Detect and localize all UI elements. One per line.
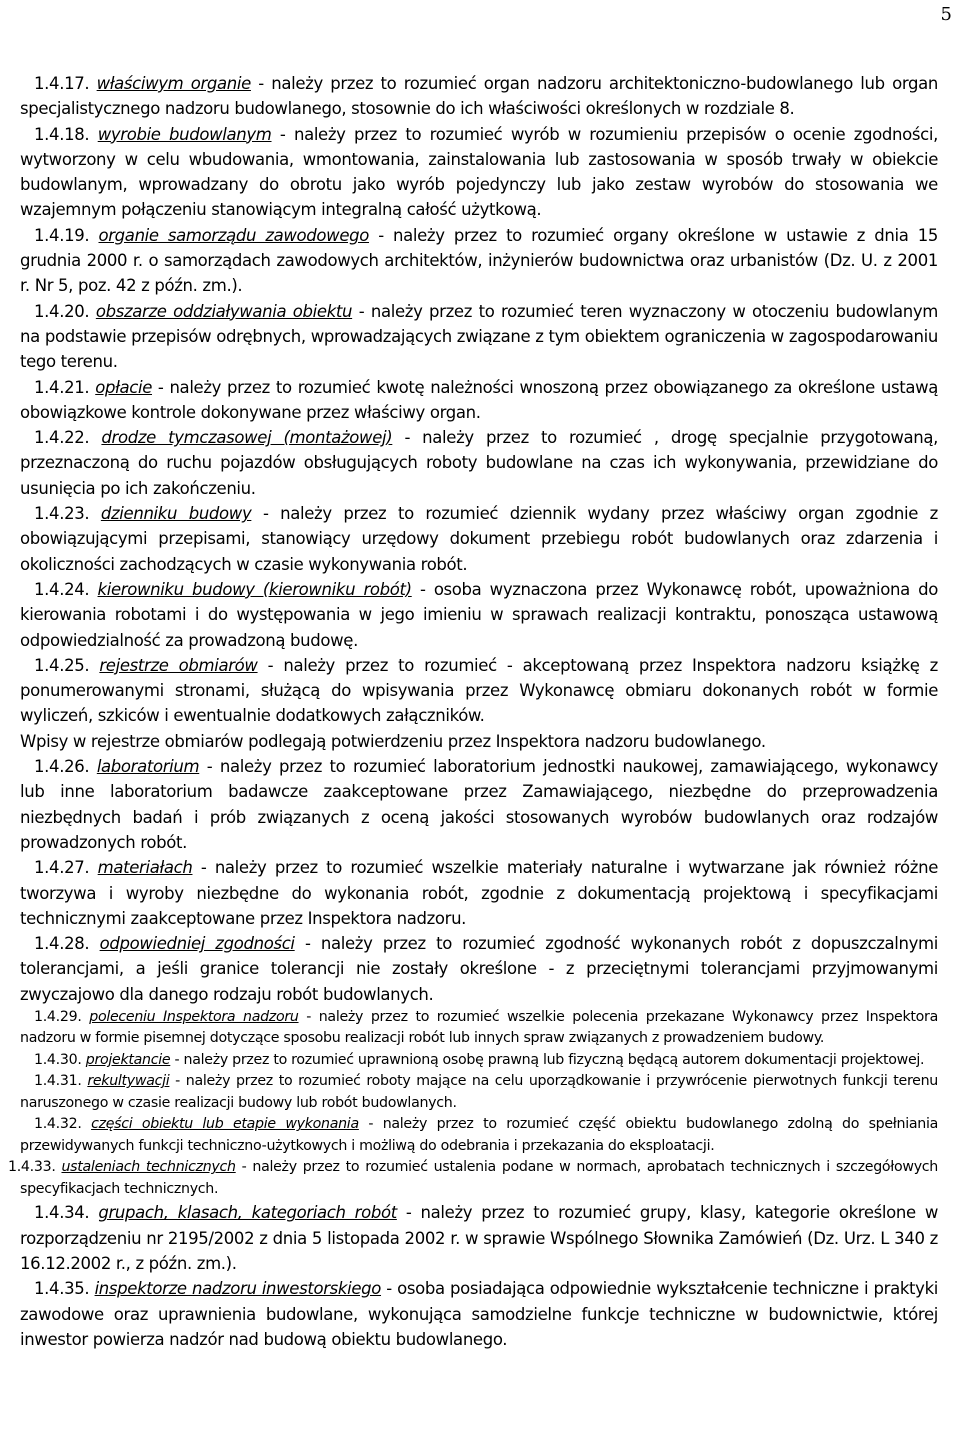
entry-number: 1.4.23. bbox=[34, 504, 90, 524]
definition-note bbox=[20, 729, 938, 754]
defined-term: inspektorze nadzoru inwestorskiego bbox=[94, 1279, 382, 1299]
defined-term: dzienniku budowy bbox=[100, 504, 252, 524]
entry-number: 1.4.25. bbox=[34, 655, 90, 675]
defined-term: kierowniku budowy (kierowniku robót) bbox=[97, 579, 412, 599]
defined-term: projektancie bbox=[85, 1051, 171, 1068]
definition-text: - należy przez to rozumieć wszelkie materiały naturalne i wytwarzane jak również różne tworzywa i wyroby niezbędne do wykonania robót, zgodnie z dokumentacją projektową i specyfikacjami technicznymi zaakceptowane przez Inspektora nadzoru. bbox=[20, 858, 938, 928]
definition-text: - należy przez to rozumieć zgodność wykonanych robót z dopuszczalnymi tolerancjami, a jeśli granice tolerancji nie zostały określone - z przeciętnymi tolerancjami przyjmowanymi zwyczajowo dla danego rodzaju robót budowlanych. bbox=[20, 934, 938, 1004]
definition-1-4-29 bbox=[20, 1007, 938, 1050]
definition-1-4-28 bbox=[20, 931, 938, 1007]
definition-1-4-26 bbox=[20, 754, 938, 855]
definition-text: - należy przez to rozumieć uprawnioną osobę prawną lub fizyczną będącą autorem dokumentacji projektowej. bbox=[170, 1051, 925, 1068]
definition-text: - należy przez to rozumieć kwotę należności wnoszoną przez obowiązanego za określone ustawą obowiązkowe kontrole dokonywane przez właściwy organ. bbox=[20, 377, 938, 422]
entry-number: 1.4.17. bbox=[34, 74, 90, 93]
definition-1-4-17 bbox=[20, 71, 938, 122]
definition-1-4-19 bbox=[20, 223, 938, 299]
entry-number: 1.4.18. bbox=[34, 124, 90, 144]
defined-term: poleceniu Inspektora nadzoru bbox=[89, 1008, 299, 1025]
defined-term: obszarze oddziaływania obiektu bbox=[95, 301, 353, 321]
defined-term: organie samorządu zawodowego bbox=[98, 225, 369, 245]
definition-1-4-22 bbox=[20, 425, 938, 501]
definition-1-4-35 bbox=[20, 1276, 938, 1352]
definition-text: - należy przez to rozumieć teren wyznaczony w otoczeniu budowlanym na podstawie przepisów odrębnych, wprowadzających związane z tym obiektem ograniczenia w zagospodarowaniu tego terenu. bbox=[20, 301, 938, 372]
definition-text: - osoba wyznaczona przez Wykonawcę robót, upoważniona do kierowania robotami i do występowania w jego imieniu w sprawach realizacji kontraktu, ponosząca ustawową odpowiedzialność za prowadzoną budowę. bbox=[20, 579, 938, 650]
definition-text: - należy przez to rozumieć wszelkie polecenia przekazane Wykonawcy przez Inspektora nadzoru w formie pisemnej dotyczące sposobu realizacji robót lub innych spraw związanych z prowadzeniem budowy. bbox=[20, 1008, 938, 1047]
entry-number: 1.4.34. bbox=[34, 1203, 90, 1223]
defined-term: części obiektu lub etapie wykonania bbox=[91, 1116, 359, 1133]
definition-text: - należy przez to rozumieć grupy, klasy, kategorie określone w rozporządzeniu nr 2195/2002 z dnia 5 listopada 2002 r. w sprawie Wspólnego Słownika Zamówień (Dz. Urz. L 340 z 16.12.2002 r., z późn. zm.). bbox=[20, 1203, 938, 1274]
definition-1-4-31 bbox=[20, 1071, 938, 1114]
entry-number: 1.4.30. bbox=[34, 1051, 82, 1068]
entry-number: 1.4.32. bbox=[34, 1116, 82, 1133]
entry-number: 1.4.28. bbox=[34, 934, 90, 954]
page-number: 5 bbox=[940, 4, 952, 25]
entry-number: 1.4.22. bbox=[34, 428, 90, 448]
defined-term: opłacie bbox=[95, 377, 152, 397]
defined-term: właściwym organie bbox=[96, 74, 251, 93]
defined-term: ustaleniach technicznych bbox=[61, 1159, 236, 1176]
definition-text: - należy przez to rozumieć ustalenia podane w normach, aprobatach technicznych i szczegółowych specyfikacjach technicznych. bbox=[20, 1159, 938, 1197]
entry-number: 1.4.21. bbox=[34, 377, 90, 397]
defined-term: drodze tymczasowej (montażowej) bbox=[101, 428, 393, 448]
definition-text: - należy przez to rozumieć część obiektu budowlanego zdolną do spełniania przewidywanych funkcji techniczno-użytkowych i możliwą do odebrania i przekazania do eksploatacji. bbox=[20, 1116, 938, 1154]
definition-1-4-27 bbox=[20, 855, 938, 931]
entry-number: 1.4.27. bbox=[34, 858, 90, 878]
definition-1-4-21 bbox=[20, 375, 938, 426]
defined-term: grupach, klasach, kategoriach robót bbox=[98, 1203, 397, 1223]
definition-1-4-32 bbox=[20, 1114, 938, 1157]
defined-term: materiałach bbox=[97, 858, 193, 878]
entry-number: 1.4.29. bbox=[34, 1008, 82, 1025]
defined-term: wyrobie budowlanym bbox=[97, 124, 272, 144]
entry-number: 1.4.35. bbox=[34, 1279, 90, 1299]
defined-term: rejestrze obmiarów bbox=[99, 655, 258, 675]
definition-1-4-23 bbox=[20, 501, 938, 577]
definition-text: - należy przez to rozumieć roboty mające na celu uporządkowanie i przywrócenie pierwotnych funkcji terenu naruszonego w czasie realizacji budowy lub robót budowlanych. bbox=[20, 1073, 938, 1111]
definition-text: - należy przez to rozumieć dziennik wydany przez właściwy organ zgodnie z obowiązującymi przepisami, stanowiący urzędowy dokument przebiegu robót budowlanych oraz zdarzenia i okoliczności zachodzących w czasie wykonywania robót. bbox=[20, 504, 938, 574]
entry-number: 1.4.26. bbox=[34, 757, 90, 777]
definitions-list bbox=[8, 71, 939, 1352]
definition-text: - należy przez to rozumieć organ nadzoru architektoniczno-budowlanego lub organ specjalistycznego nadzoru budowlanego, stosownie do ich właściwości określonych w rozdziale 8. bbox=[20, 74, 938, 119]
definition-text: Wpisy w rejestrze obmiarów podlegają potwierdzeniu przez Inspektora nadzoru budowlanego. bbox=[20, 731, 766, 751]
entry-number: 1.4.24. bbox=[34, 579, 90, 599]
definition-text: - należy przez to rozumieć , drogę specjalnie przygotowaną, przeznaczoną do ruchu pojazdów obsługujących roboty budowlane na czas ich wykonywania, przewidziane do usunięcia po ich zakończeniu. bbox=[20, 428, 938, 498]
definition-1-4-30 bbox=[20, 1050, 938, 1072]
definition-1-4-34 bbox=[20, 1200, 938, 1276]
definition-1-4-33 bbox=[8, 1157, 938, 1200]
defined-term: odpowiedniej zgodności bbox=[99, 934, 295, 954]
definition-text: - osoba posiadająca odpowiednie wykształcenie techniczne i praktyki zawodowe oraz uprawnienia budowlane, wykonująca samodzielne funkcje techniczne w budownictwie, której inwestor powierza nadzór nad budową obiektu budowlanego. bbox=[20, 1279, 939, 1349]
defined-term: laboratorium bbox=[96, 757, 200, 777]
definition-text: - należy przez to rozumieć organy określone w ustawie z dnia 15 grudnia 2000 r. o samorządach zawodowych architektów, inżynierów budownictwa oraz urbanistów (Dz. U. z 2001 r. Nr 5, poz. 42 z późn. zm.). bbox=[20, 225, 938, 296]
definition-1-4-18 bbox=[20, 122, 938, 223]
entry-number: 1.4.31. bbox=[34, 1073, 82, 1090]
entry-number: 1.4.33. bbox=[8, 1159, 56, 1176]
defined-term: rekultywacji bbox=[87, 1073, 170, 1090]
definition-text: - należy przez to rozumieć laboratorium jednostki naukowej, zamawiającego, wykonawcy lub inne laboratorium badawcze zaakceptowane przez Zamawiającego, niezbędne do przeprowadzenia niezbędnych badań i prób związanych z oceną jakości stosowanych wyrobów budowlanych oraz rodzajów prowadzonych robót. bbox=[20, 757, 938, 852]
entry-number: 1.4.20. bbox=[34, 301, 90, 321]
entry-number: 1.4.19. bbox=[34, 225, 90, 245]
definition-text: - należy przez to rozumieć wyrób w rozumieniu przepisów o ocenie zgodności, wytworzony w celu wbudowania, wmontowania, zainstalowania lub zastosowania w sposób trwały w obiekcie budowlanym, wprowadzany do obrotu jako wyrób pojedynczy lub jako zestaw wyrobów do stosowania we wzajemnym połączeniu stanowiącym integralną całość użytkową. bbox=[20, 124, 938, 220]
definition-1-4-24 bbox=[20, 577, 938, 653]
definition-1-4-20 bbox=[20, 299, 938, 375]
definition-text: - należy przez to rozumieć - akceptowaną przez Inspektora nadzoru książkę z ponumerowanymi stronami, służącą do wpisywania przez Wykonawcę obmiaru dokonanych robót w formie wyliczeń, szkiców i ewentualnie dodatkowych załączników. bbox=[20, 655, 938, 726]
definition-1-4-25 bbox=[20, 653, 938, 729]
